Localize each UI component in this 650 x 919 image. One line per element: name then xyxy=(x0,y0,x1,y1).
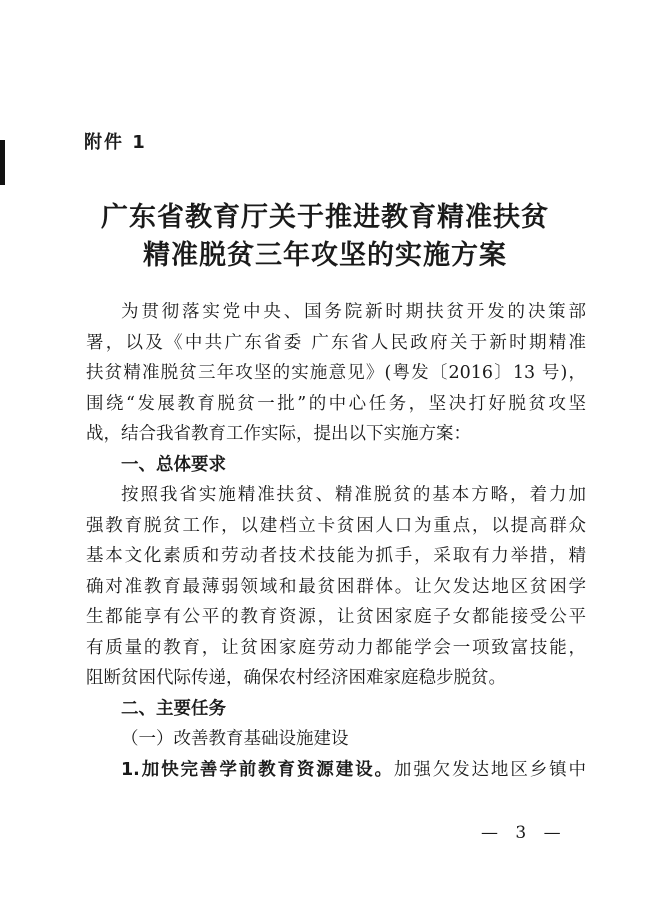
attachment-label: 附件 1 xyxy=(84,132,147,153)
paragraph-line: 强教育脱贫工作，以建档立卡贫困人口为重点，以提高群众 xyxy=(86,515,586,536)
paragraph-line: 扶贫精准脱贫三年攻坚的实施意见》(粤发〔2016〕13 号)， xyxy=(86,363,586,383)
section-heading: 一、总体要求 xyxy=(121,454,226,475)
document-title-line-1: 广东省教育厅关于推进教育精准扶贫 xyxy=(101,202,549,233)
paragraph-line: 围绕“发展教育脱贫一批”的中心任务，坚决打好脱贫攻坚 xyxy=(86,393,586,414)
scan-edge-mark xyxy=(0,140,5,185)
document-body xyxy=(86,297,586,785)
paragraph-line: 有质量的教育，让贫困家庭劳动力都能学会一项致富技能， xyxy=(86,637,586,658)
paragraph-line: 确对准教育最薄弱领域和最贫困群体。让欠发达地区贫困学 xyxy=(86,576,586,597)
paragraph-line: 为贯彻落实党中央、国务院新时期扶贫开发的决策部 xyxy=(121,302,586,322)
paragraph-line: 基本文化素质和劳动者技术技能为抓手，采取有力举措，精 xyxy=(86,546,586,566)
paragraph-line: 生都能享有公平的教育资源，让贫困家庭子女都能接受公平 xyxy=(86,607,586,627)
subsection-heading: （一）改善教育基础设施建设 xyxy=(121,729,349,749)
document-title-line-2: 精准脱贫三年攻坚的实施方案 xyxy=(143,240,507,271)
paragraph-line: 战，结合我省教育工作实际，提出以下实施方案： xyxy=(86,424,471,444)
task-item-title: 1.加快完善学前教育资源建设。 xyxy=(121,759,394,780)
task-item-text: 加强欠发达地区乡镇中 xyxy=(393,759,586,780)
task-item xyxy=(86,755,586,786)
paragraph-line: 署，以及《中共广东省委 广东省人民政府关于新时期精准 xyxy=(86,332,586,353)
paragraph-line: 阻断贫困代际传递，确保农村经济困难家庭稳步脱贫。 xyxy=(86,668,506,688)
paragraph-line: 按照我省实施精准扶贫、精准脱贫的基本方略，着力加 xyxy=(121,485,586,505)
page-number: — 3 — xyxy=(481,823,567,843)
section-heading: 二、主要任务 xyxy=(121,698,226,719)
